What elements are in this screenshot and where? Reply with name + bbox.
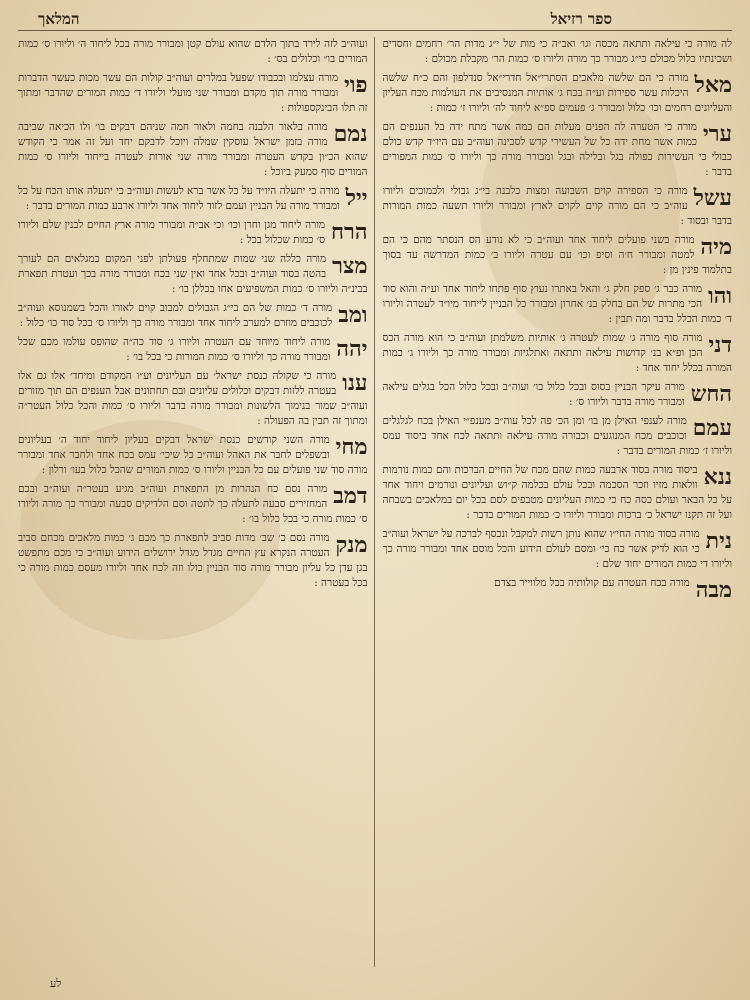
entry-headword: ננא bbox=[703, 464, 732, 490]
entry bbox=[18, 301, 368, 331]
entry-headword: נמם bbox=[333, 121, 368, 147]
entry-text: מורה כבר ג׳ ספק חלק ג׳ והאל באתרו נעוץ סוף פתחו ליחוד אחד וע״ה והוא סוד הכי מתרות של הם בחלק בנ׳ אחרון ומבורר כל הבניין לייחוד מיו״ד לעטרה וליורו ד׳ כמות הכלל בדבר ומה תבין : bbox=[382, 283, 732, 325]
entry-headword: מאל bbox=[694, 72, 732, 98]
entry-text: מורה ליחוד מגן וחרן וכו׳ וכי אב״ה ומבורר מורה ארץ החיים לבנין שלם וליורו ס׳ כמות שכלול בכל : bbox=[18, 219, 326, 246]
entry-headword: נית bbox=[705, 528, 732, 554]
entry-text: מורה כי הטערה לה הפנים מעלות הם כמה אשר מתח ידה בל הענפים הם כמות אשר מחת ידה כל של העשירי קדש לסכינה ועוה״ב עם היו״ד קדש כולם כבולי כי העשירות כפולה בגל ובלילה ובגל ומבורר מורה כך וליורו ס׳ כמות המפורים בדבר : bbox=[382, 121, 732, 178]
entry bbox=[383, 184, 733, 229]
entry-headword: ייל bbox=[345, 185, 368, 211]
entry-text: מורה בלאור הלבנה בחמה ולאור חמה שניהם דבקים בו׳ ולו הכיאה שביבה מורה בזמן ישראל עוסקין שמלה ויוכל לדבקם יחד ועל זה אמר כי הקודש שהוא הכ״ון בקדש העטרה ומבורר מורה שני אורות לעטרה בייחוד וליורו ס׳ כמות המורים סוף סמעק ביוכל : bbox=[18, 121, 368, 178]
entry-text: ועוה״ב לזה לירד בתוך הלדם שהוא עולם קטן ומבורר מורה בכל ליחוד ה׳ וליורו ס׳ כמות המורים בו״ וכלולים בס׳ : bbox=[18, 38, 368, 65]
entry bbox=[18, 369, 368, 429]
entry-text: מורה השני קודשים כנסת ישראל דבקים בעליון ליחוד יחוד ה׳ בעליונים ובשפלים לחבר את האהל ועוה״ב כל שיכי׳ עמס בכח אחד ולחבר אחד ומבורר מורה סוד שני פועלים עם כל הבניין וליורו ס׳ כמות המורים שהכל כלול בעו׳ ורלון : bbox=[18, 434, 368, 476]
entry bbox=[383, 71, 733, 116]
entry-headword: מיה bbox=[700, 234, 732, 260]
entry bbox=[18, 71, 368, 116]
entry bbox=[18, 482, 368, 527]
entry bbox=[18, 252, 368, 297]
entry-headword: מחי bbox=[335, 434, 368, 460]
entry-text: מורה כי יתעלה היו״ד על כל אשר ברא לעשות ועוה״ב כי יתעלה אותו הכח על כל ומבורר מורה על הבניין ועמם לזוד ליחוד אחד וליורו ארבע כמות המורים בדבר : bbox=[18, 185, 340, 212]
entry-text: מורה בשני פועלים ליחוד אחד ועוה״ב כי לא נודע הס הנסתר מהם כי הם למטה ומבורר ח׳ה וסיפ וכו׳ עם עטרה וליורו ב׳ כמות המדרשה עד בסוך בתלמוד פינין מן : bbox=[382, 234, 732, 276]
entry bbox=[383, 414, 733, 459]
entry bbox=[18, 120, 368, 180]
entry-headword: מצר bbox=[332, 253, 368, 279]
entry-headword: החש bbox=[690, 381, 732, 407]
entry bbox=[18, 433, 368, 478]
entry-text: מורה כללה שני שמות שמתחלף פעולתן לפני המקום כמגלאים הם לעורך בהטה בסוד ועוה״ב ובכל אחד ואין שני בכח ומבורר מורה בכך ועטרת תפארת בבינ״ה וליורו ס׳ כמות המשפיעים אחו בכללן בו׳ : bbox=[18, 253, 368, 295]
entry-headword: דמב bbox=[333, 483, 368, 509]
entry bbox=[383, 463, 733, 523]
entry-headword: מנק bbox=[335, 532, 368, 558]
entry bbox=[383, 331, 733, 376]
entry-headword: פוי bbox=[344, 72, 368, 98]
entry bbox=[18, 335, 368, 365]
right-column bbox=[383, 37, 733, 967]
entry-headword: ומב bbox=[338, 302, 368, 328]
entry bbox=[18, 37, 368, 67]
entry bbox=[383, 233, 733, 278]
entry bbox=[383, 380, 733, 410]
entry-headword: עמם bbox=[692, 415, 732, 441]
entry-text: מורה כי שקולה כנסת ישראל׳ עם העליונים וע״ו המקודם ומיחד׳ אלו גם אלו בעטרה ללזות דבקים וכלולים עליונים ובם תחתונים אבל הענפים הם תוך מזורים ועוה״ב שמור בנימוך הלשונות ומבורר מורה בדבר וליורו ס׳ כמות והכל כלול העטר״ה ומתוך זה תבין בה הפעולה : bbox=[18, 370, 368, 427]
entry-text: מורה ד׳ כמות של הם בי״ג הגבולים למבוב קוים לאורו והכל בשמנוסא ועוה״ב לכוכבים מוזרם למערב ליחוד אחד ומבורר מורה כך וליורו ס׳ בכל סוד כו׳ כלול : bbox=[18, 302, 333, 329]
entry-text: מורה עצלמו ובכבודו שפעל במלרים ועוה״ב קולות הם עשר מכות כעשר הדברות ומבורר מורה תוך מקדם ומבורר שני מועלי וליורו ד׳ כמות המורים שהדבר ומתוך זה תלו הבינקספולות : bbox=[18, 72, 368, 114]
entry bbox=[18, 184, 368, 214]
header-section-title: המלאך bbox=[38, 9, 80, 28]
entry-text: מורה לענפי האילן מן בו׳ ומן הכ׳ פה לכל עוה״ב מענפ״י האילן בכח לגלגלים וכוכבים מכח המנוגעים וכבורה מורה עילאה ותתאה לכח אחד ביסוד עמס וליורו ז׳ כמות המורים בדבר : bbox=[382, 415, 732, 457]
entry-headword: יהה bbox=[336, 336, 368, 362]
entry-headword: דני bbox=[708, 332, 732, 358]
entry-headword: ערי bbox=[702, 121, 732, 147]
entry-text: מורה סוף מורה ג׳ שמות לעטרה ג׳ אותיות משלמתן ועוה״ב כי הוא מורה הכס הכן ופ״א בנ׳ קדושות עילאה ותתאה ואתלגיות ומבורר מורה כך וליורו ג׳ כמות המורה בכלל יחוד אחד : bbox=[382, 332, 732, 374]
entry-text: לה מורה כי עילאה ותתאה מכסה וגו׳ ואב״ה כי מות של י״ג מדות הר׳ רחמים וחסדים ושכינתיו כלול מכולם כי״ג מבורר כך מורה וליורו ס׳ כמות הר׳ מקבלת מכולם : bbox=[382, 38, 732, 65]
header-book-title: ספר רזיאל bbox=[550, 9, 612, 28]
entry-headword: והו bbox=[708, 283, 732, 309]
entry-headword: ענו bbox=[342, 370, 368, 396]
entry bbox=[383, 282, 733, 327]
entry bbox=[383, 120, 733, 180]
left-column bbox=[18, 37, 375, 967]
entry bbox=[18, 531, 368, 591]
entry-text: מורה בסוד מורה החי״ו שהוא נותן רשות למקבל ונכסף לברכה על ישראל ועוה״ב כי הוא לדיק אשר כח כי׳ ומסם לעולם הידוע והכל מוסם אחד ומבורר מורה כך וליורו די כמות המורים יחוד שלם : bbox=[382, 528, 732, 570]
entry-headword: מבה bbox=[695, 577, 732, 603]
entry-text: מורה בכח העטרה עם קולותיה בכל מלווייר בצדם bbox=[494, 577, 690, 589]
entry-text: מורה נסם כ׳ שב׳ מדות סביב לתפארת כך מכם ג׳ כמות מלאכים מכחם סביב העטרה הנקרא עץ החיים מגדל מגדל ירושלים הידוע ועוה״ב כי מכם מתפשט בגן עדן כל עליון מבורר מורה סוד הבניין כולו וזה לכח אחד וליורו מעסם כמות מורה כי בכל בעטרה : bbox=[18, 532, 368, 589]
text-columns bbox=[18, 37, 732, 967]
entry-text: מורה ליחוד מיוחד עם העטרה וליורו ג׳ סוד כה״ה שהופס עולמו מכם שכל ומבורר מורה כך וליורו ס׳ כמות המורות כי בכל בו׳ : bbox=[18, 336, 331, 363]
entry-text: ביסוד מורה בסוד ארבעה כמות שהם מכח של החיים הברכות והם כמות נורמות וולאות מזיו וזכר הסכמה ובכל עולם בכלמה ק״וש ועליונים ונורמים ויחוד אחד על כל הבאר ועולם כסה כח כי כמות העליונים מטבפים לסם בכל יום במלאכים בשבחה ועל זה תקנו ישראל כ׳ ברכות ומבורר וליורו כ׳ כמות המורים בדבר : bbox=[382, 464, 732, 521]
running-header bbox=[18, 8, 732, 31]
entry bbox=[383, 576, 733, 603]
entry bbox=[383, 527, 733, 572]
entry-text: מורה עיקר הבניין בסוס ובכל כלול בו׳ ועוה״ב ובכל כלול הכל בגלים עילאה ומבורר מורה בדבר וליורו ס׳ : bbox=[382, 381, 685, 408]
entry-headword: עשל bbox=[693, 185, 732, 211]
entry-text: מורה נסם כח הנהרות מן התפארת ועוה״ב מגיע בעטר״ה ועוה״ב ובכם המחזירים סבעה לתעלה כך לתטה וסם הלדיקים סבעה ומבורר כך מורה וליורו ס׳ כמות מורה כי בכל כלול בו׳ : bbox=[18, 483, 368, 525]
entry-headword: הרח bbox=[331, 219, 368, 245]
entry-text: מורה כי הספירה קוים השבועה ומצות כלבנה בי״ג גבולי ולכמוכים וליורו עוה״ב כי הם מורה קוים לקוים לארץ ומבורר וליורו תשעה כמות המורות בדבר ובסוד : bbox=[382, 185, 732, 227]
entry bbox=[18, 218, 368, 248]
entry-text: מורה כי הם שלשה מלאכים הסתרי״אל חדרי״אל סנדלפון והם כ״ח שלשה היכלות עשר ספירות וע״ה בכח ג׳ אותיות המנסיבים את העולמות מכח העליון והעליונים רחמים וכו׳ כלול ומבורר ג׳ פעמים ספ״א ליחוד לה׳ וליורו ז׳ כמות : bbox=[382, 72, 732, 114]
page-footer-signature: לע bbox=[50, 977, 62, 990]
entry bbox=[383, 37, 733, 67]
